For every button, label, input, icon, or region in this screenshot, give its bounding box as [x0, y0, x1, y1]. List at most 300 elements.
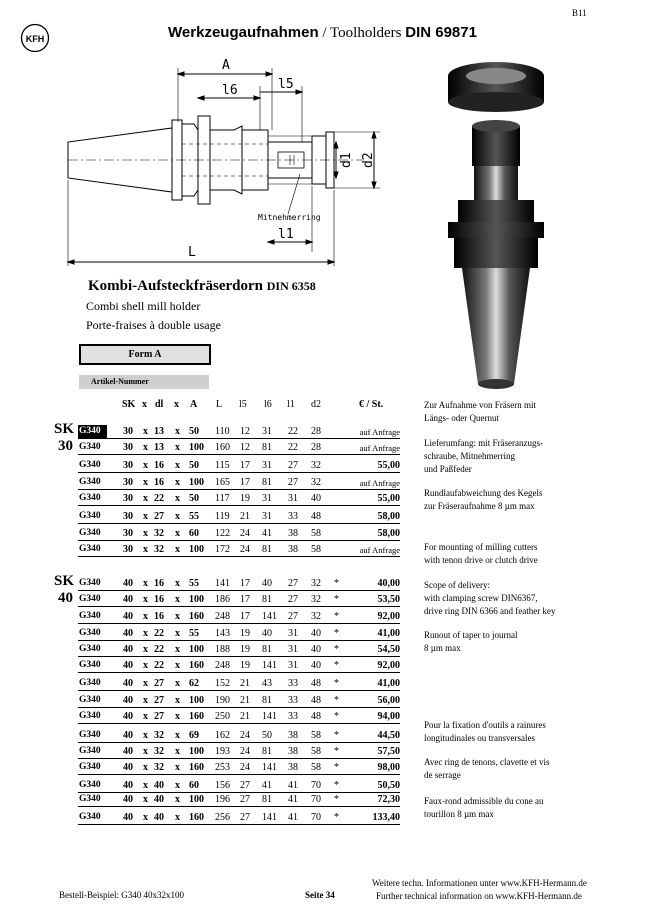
times-sign: x: [175, 426, 180, 437]
times-sign: x: [175, 695, 180, 706]
cell-l1: 38: [288, 730, 298, 741]
cell-price: 92,00: [377, 660, 400, 671]
cell-l: 248: [215, 660, 230, 671]
cell-price: 55,00: [377, 460, 400, 471]
note: For mounting of milling cutters with tenon drive or clutch drive: [424, 542, 538, 565]
cell-l6: 81: [262, 442, 272, 453]
product-photo: [428, 54, 568, 394]
cell-l1: 33: [288, 678, 298, 689]
mitnehmerring-label: Mitnehmerring: [258, 213, 321, 222]
cell-price: 98,00: [377, 762, 400, 773]
cell-l6: 31: [262, 493, 272, 504]
note: Zur Aufnahme von Fräsern mit Längs- oder Quernut: [424, 400, 536, 423]
cell-l5: 17: [240, 578, 250, 589]
cell-l6: 41: [262, 528, 272, 539]
times-sign: x: [143, 442, 148, 453]
cell-l1: 41: [288, 780, 298, 791]
cell-star: *: [334, 644, 339, 655]
cell-a: 50: [189, 460, 199, 471]
article-code: G340: [79, 442, 101, 452]
table-row: [0, 676, 645, 692]
cell-a: 50: [189, 493, 199, 504]
cell-d2: 58: [311, 528, 321, 539]
col-l: L: [216, 399, 223, 410]
cell-sk: 40: [123, 628, 133, 639]
row-divider: [78, 707, 400, 708]
article-code: G340: [79, 695, 101, 705]
cell-l5: 19: [240, 660, 250, 671]
cell-a: 55: [189, 511, 199, 522]
cell-star: *: [334, 762, 339, 773]
cell-price: 133,40: [372, 812, 400, 823]
cell-a: 100: [189, 746, 204, 757]
cell-d2: 32: [311, 578, 321, 589]
cell-l5: 17: [240, 477, 250, 488]
cell-star: *: [334, 746, 339, 757]
cell-d1: 32: [154, 746, 164, 757]
times-sign: x: [175, 493, 180, 504]
cell-price: 50,50: [377, 780, 400, 791]
times-sign: x: [175, 762, 180, 773]
cell-d2: 32: [311, 611, 321, 622]
cell-price: 44,50: [377, 730, 400, 741]
cell-a: 100: [189, 477, 204, 488]
cell-sk: 40: [123, 594, 133, 605]
cell-l: 186: [215, 594, 230, 605]
dim-l6-label: l6: [222, 83, 238, 98]
cell-l: 250: [215, 711, 230, 722]
sk-group-size: 40: [58, 590, 73, 606]
cell-l1: 27: [288, 477, 298, 488]
cell-sk: 30: [123, 442, 133, 453]
page-title: [0, 24, 645, 42]
cell-sk: 40: [123, 812, 133, 823]
dim-d1-label: d1: [339, 152, 354, 168]
col-l1: l1: [287, 399, 295, 410]
row-divider: [78, 505, 400, 506]
cell-d2: 32: [311, 460, 321, 471]
cell-sk: 30: [123, 544, 133, 555]
dim-a-label: A: [222, 58, 230, 73]
article-code: G340: [79, 780, 101, 790]
note: Avec ring de tenons, clavette et vis de serrage: [424, 757, 550, 780]
article-code: G340: [79, 460, 101, 470]
cell-l5: 19: [240, 644, 250, 655]
cell-price: 57,50: [377, 746, 400, 757]
cell-sk: 40: [123, 611, 133, 622]
cell-l1: 22: [288, 442, 298, 453]
row-divider: [78, 640, 400, 641]
col-x2: x: [174, 399, 179, 410]
cell-price: 58,00: [377, 511, 400, 522]
cell-d1: 22: [154, 644, 164, 655]
cell-d2: 48: [311, 678, 321, 689]
cell-d1: 32: [154, 544, 164, 555]
times-sign: x: [175, 794, 180, 805]
article-code: G340: [79, 528, 101, 538]
product-title-text: Kombi-Aufsteckfräserdorn: [88, 278, 267, 294]
cell-sk: 30: [123, 477, 133, 488]
cell-sk: 40: [123, 711, 133, 722]
cell-sk: 40: [123, 746, 133, 757]
title-din: DIN 69871: [405, 24, 477, 41]
times-sign: x: [175, 711, 180, 722]
article-code: G340: [79, 594, 101, 604]
cell-a: 69: [189, 730, 199, 741]
cell-l1: 38: [288, 544, 298, 555]
note: Runout of taper to journal 8 µm max: [424, 630, 518, 653]
cell-d2: 40: [311, 628, 321, 639]
cell-d1: 13: [154, 426, 164, 437]
row-divider: [78, 824, 400, 825]
cell-d2: 48: [311, 711, 321, 722]
cell-l5: 24: [240, 544, 250, 555]
cell-l: 165: [215, 477, 230, 488]
cell-d2: 28: [311, 426, 321, 437]
times-sign: x: [143, 711, 148, 722]
cell-l1: 38: [288, 762, 298, 773]
times-sign: x: [175, 442, 180, 453]
cell-d2: 70: [311, 794, 321, 805]
cell-l1: 33: [288, 711, 298, 722]
cell-sk: 40: [123, 730, 133, 741]
cell-price: 53,50: [377, 594, 400, 605]
times-sign: x: [143, 426, 148, 437]
article-code: G340: [79, 493, 101, 503]
cell-d1: 16: [154, 594, 164, 605]
cell-d1: 13: [154, 442, 164, 453]
article-code: G340: [79, 578, 101, 588]
row-divider: [78, 774, 400, 775]
cell-price: 55,00: [377, 493, 400, 504]
cell-d1: 16: [154, 578, 164, 589]
cell-d1: 22: [154, 660, 164, 671]
cell-star: *: [334, 678, 339, 689]
times-sign: x: [175, 578, 180, 589]
cell-sk: 30: [123, 528, 133, 539]
cell-l5: 27: [240, 780, 250, 791]
cell-a: 100: [189, 794, 204, 805]
cell-price: 72,30: [377, 794, 400, 805]
table-row: [0, 658, 645, 674]
cell-price: 41,00: [377, 678, 400, 689]
times-sign: x: [175, 477, 180, 488]
times-sign: x: [143, 460, 148, 471]
product-title: [88, 278, 316, 295]
cell-l5: 17: [240, 594, 250, 605]
cell-l1: 38: [288, 528, 298, 539]
note: Lieferumfang: mit Fräseranzugs- schraube, Mitnehmerring und Paßfeder: [424, 438, 543, 474]
cell-l5: 21: [240, 711, 250, 722]
article-code: G340: [79, 660, 101, 670]
times-sign: x: [175, 528, 180, 539]
cell-l1: 27: [288, 611, 298, 622]
article-code: G340: [79, 812, 101, 822]
times-sign: x: [143, 730, 148, 741]
article-code: G340: [79, 730, 101, 740]
cell-d2: 28: [311, 442, 321, 453]
cell-d1: 16: [154, 477, 164, 488]
cell-l6: 31: [262, 460, 272, 471]
table-row: [0, 526, 645, 542]
cell-sk: 40: [123, 644, 133, 655]
cell-l6: 81: [262, 477, 272, 488]
dim-total-length-label: L: [188, 245, 196, 260]
form-label: Form A: [79, 344, 211, 365]
cell-d1: 16: [154, 611, 164, 622]
cell-star: *: [334, 812, 339, 823]
cell-l5: 21: [240, 511, 250, 522]
cell-d1: 27: [154, 711, 164, 722]
cell-l1: 31: [288, 493, 298, 504]
cell-l: 141: [215, 578, 230, 589]
cell-l: 196: [215, 794, 230, 805]
cell-d2: 40: [311, 493, 321, 504]
times-sign: x: [143, 611, 148, 622]
times-sign: x: [175, 594, 180, 605]
cell-l: 193: [215, 746, 230, 757]
times-sign: x: [175, 544, 180, 555]
times-sign: x: [143, 528, 148, 539]
title-sep: /: [318, 25, 331, 41]
cell-l5: 12: [240, 426, 250, 437]
cell-l6: 141: [262, 812, 277, 823]
cell-d1: 40: [154, 780, 164, 791]
cell-d2: 48: [311, 511, 321, 522]
times-sign: x: [143, 511, 148, 522]
cell-l5: 24: [240, 762, 250, 773]
cell-l6: 81: [262, 594, 272, 605]
cell-l6: 31: [262, 426, 272, 437]
cell-d1: 32: [154, 730, 164, 741]
times-sign: x: [143, 695, 148, 706]
cell-l5: 19: [240, 493, 250, 504]
order-example: Bestell-Beispiel: G340 40x32x100: [59, 890, 184, 900]
times-sign: x: [143, 477, 148, 488]
cell-l6: 41: [262, 780, 272, 791]
cell-l5: 21: [240, 695, 250, 706]
cell-sk: 30: [123, 426, 133, 437]
cell-l6: 31: [262, 511, 272, 522]
article-code: G340: [79, 611, 101, 621]
cell-l5: 17: [240, 460, 250, 471]
cell-price: 92,00: [377, 611, 400, 622]
cell-l: 160: [215, 442, 230, 453]
article-code: G340: [79, 511, 101, 521]
article-code: G340: [79, 746, 101, 756]
row-divider: [78, 606, 400, 607]
cell-l: 115: [215, 460, 230, 471]
times-sign: x: [143, 628, 148, 639]
cell-price: auf Anfrage: [359, 545, 400, 555]
title-de: Werkzeugaufnahmen: [168, 24, 319, 41]
cell-l1: 41: [288, 794, 298, 805]
cell-l6: 141: [262, 762, 277, 773]
row-divider: [78, 454, 400, 455]
cell-l: 162: [215, 730, 230, 741]
cell-d1: 27: [154, 678, 164, 689]
cell-l5: 21: [240, 678, 250, 689]
cell-l1: 27: [288, 578, 298, 589]
col-l5: l5: [239, 399, 247, 410]
times-sign: x: [143, 493, 148, 504]
cell-l: 119: [215, 511, 230, 522]
cell-l6: 43: [262, 678, 272, 689]
cell-l6: 40: [262, 578, 272, 589]
cell-l1: 27: [288, 460, 298, 471]
times-sign: x: [143, 544, 148, 555]
cell-price: auf Anfrage: [359, 443, 400, 453]
cell-sk: 40: [123, 695, 133, 706]
row-divider: [78, 540, 400, 541]
cell-a: 60: [189, 528, 199, 539]
row-divider: [78, 690, 400, 691]
note: Scope of delivery: with clamping screw DIN6367, drive ring DIN 6366 and feather key: [424, 580, 556, 616]
footer-info-de: Weitere techn. Informationen unter www.KFH-Hermann.de: [372, 878, 587, 888]
note: Pour la fixation d'outils a rainures longitudinales ou transversales: [424, 720, 546, 743]
article-code: G340: [79, 794, 101, 804]
cell-l5: 27: [240, 812, 250, 823]
row-divider: [78, 806, 400, 807]
cell-l5: 24: [240, 528, 250, 539]
cell-a: 160: [189, 660, 204, 671]
cell-d2: 40: [311, 644, 321, 655]
cell-l: 188: [215, 644, 230, 655]
times-sign: x: [143, 578, 148, 589]
cell-star: *: [334, 594, 339, 605]
sk-group-label: SK: [54, 421, 75, 437]
times-sign: x: [143, 594, 148, 605]
times-sign: x: [175, 812, 180, 823]
cell-l1: 31: [288, 660, 298, 671]
cell-l6: 81: [262, 544, 272, 555]
cell-star: *: [334, 578, 339, 589]
cell-l1: 31: [288, 644, 298, 655]
cell-d1: 22: [154, 628, 164, 639]
cell-d1: 16: [154, 460, 164, 471]
times-sign: x: [175, 611, 180, 622]
cell-star: *: [334, 660, 339, 671]
cell-l: 256: [215, 812, 230, 823]
row-divider: [78, 742, 400, 743]
cell-l: 253: [215, 762, 230, 773]
cell-a: 160: [189, 762, 204, 773]
cell-a: 55: [189, 628, 199, 639]
cell-sk: 40: [123, 578, 133, 589]
cell-d1: 27: [154, 695, 164, 706]
row-divider: [78, 556, 400, 557]
article-code: G340: [79, 544, 101, 554]
times-sign: x: [175, 660, 180, 671]
cell-l: 122: [215, 528, 230, 539]
footer-info-en: Further technical information on www.KFH-Hermann.de: [376, 891, 582, 901]
cell-l6: 141: [262, 660, 277, 671]
cell-sk: 30: [123, 511, 133, 522]
cell-price: auf Anfrage: [359, 427, 400, 437]
cell-a: 160: [189, 611, 204, 622]
page-code: B11: [572, 8, 587, 18]
row-divider: [78, 438, 400, 439]
cell-l6: 40: [262, 628, 272, 639]
cell-price: 58,00: [377, 528, 400, 539]
cell-a: 160: [189, 812, 204, 823]
cell-sk: 30: [123, 493, 133, 504]
cell-d2: 32: [311, 594, 321, 605]
cell-price: 94,00: [377, 711, 400, 722]
cell-l: 110: [215, 426, 230, 437]
cell-star: *: [334, 695, 339, 706]
times-sign: x: [143, 812, 148, 823]
cell-l6: 81: [262, 695, 272, 706]
dim-d2-label: d2: [361, 152, 376, 168]
cell-a: 100: [189, 695, 204, 706]
cell-d2: 58: [311, 746, 321, 757]
times-sign: x: [175, 628, 180, 639]
cell-price: 41,00: [377, 628, 400, 639]
page-number: Seite 34: [305, 890, 335, 900]
cell-sk: 40: [123, 794, 133, 805]
row-divider: [78, 623, 400, 624]
cell-star: *: [334, 611, 339, 622]
cell-a: 100: [189, 644, 204, 655]
article-code: G340: [79, 644, 101, 654]
article-code: G340: [79, 711, 101, 721]
logo-text: KFH: [25, 34, 45, 44]
cell-l1: 31: [288, 628, 298, 639]
row-divider: [78, 472, 400, 473]
times-sign: x: [143, 794, 148, 805]
cell-l6: 141: [262, 611, 277, 622]
sk-group-label: SK: [54, 573, 75, 589]
product-din: DIN 6358: [266, 279, 316, 293]
artikel-label: Artikel-Nummer: [79, 375, 209, 389]
cell-d1: 40: [154, 794, 164, 805]
cell-price: 40,00: [377, 578, 400, 589]
row-divider: [78, 758, 400, 759]
cell-l: 156: [215, 780, 230, 791]
cell-star: *: [334, 711, 339, 722]
cell-a: 62: [189, 678, 199, 689]
cell-l1: 33: [288, 695, 298, 706]
times-sign: x: [143, 780, 148, 791]
cell-a: 100: [189, 544, 204, 555]
row-divider: [78, 723, 400, 724]
cell-sk: 30: [123, 460, 133, 471]
times-sign: x: [143, 678, 148, 689]
row-divider: [78, 672, 400, 673]
table-row: [0, 693, 645, 709]
cell-d2: 58: [311, 730, 321, 741]
times-sign: x: [175, 644, 180, 655]
cell-l5: 17: [240, 611, 250, 622]
col-d2: d2: [311, 399, 321, 410]
article-code: G340: [79, 477, 101, 487]
cell-a: 55: [189, 578, 199, 589]
col-d1: dl: [155, 399, 164, 410]
times-sign: x: [175, 780, 180, 791]
cell-d2: 70: [311, 812, 321, 823]
cell-star: *: [334, 730, 339, 741]
cell-l6: 141: [262, 711, 277, 722]
cell-d2: 32: [311, 477, 321, 488]
cell-d1: 32: [154, 528, 164, 539]
times-sign: x: [143, 644, 148, 655]
col-a: A: [190, 399, 198, 410]
times-sign: x: [175, 746, 180, 757]
cell-price: 56,00: [377, 695, 400, 706]
cell-d1: 40: [154, 812, 164, 823]
cell-d2: 58: [311, 544, 321, 555]
